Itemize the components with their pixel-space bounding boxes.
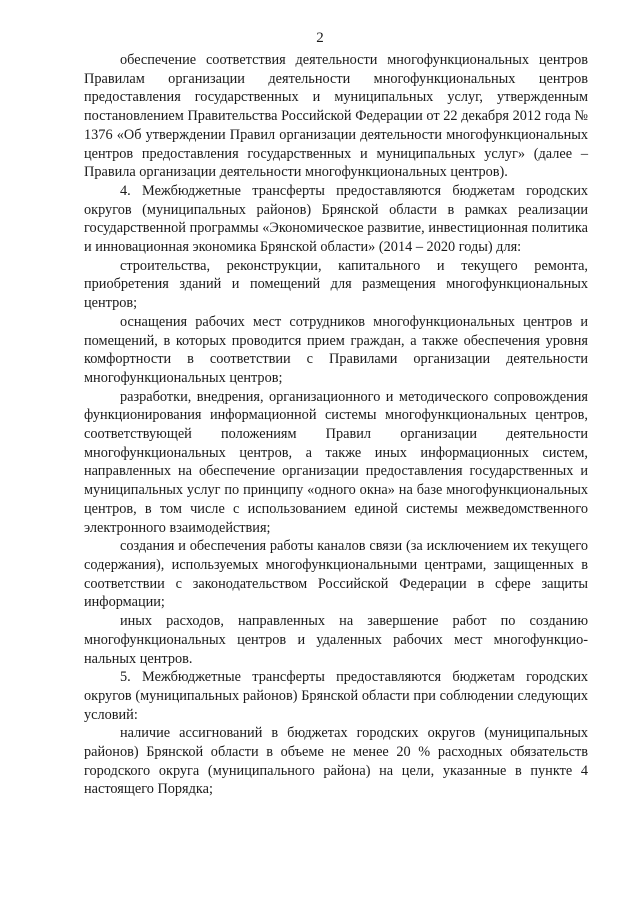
document-body	[84, 51, 588, 799]
paragraph-construction: строительства, реконструкции, капитального и текущего ремонта, приобретения зданий и помещений для размещения многофункциональных центров;	[84, 257, 588, 312]
paragraph-5-conditions: 5. Межбюджетные трансферты предоставляются бюджетам городских округов (муниципальных районов) Брянской области при соблюдении следующих условий:	[84, 669, 588, 723]
page-number: 2	[316, 30, 324, 46]
paragraph-information-system: разработки, внедрения, организационного и методического сопровождения функционирования информационной системы многофункциональных центров, соответствующей положениям Правил организации деятельности многофункциональных центров, а также иных информационных систем, направленных на обеспечение организации предоставления государственных и муниципальных услуг по принципу «одного окна» на базе многофункциональных центров, в том числе с использованием единой системы межведомственного электронного взаимодействия;	[84, 388, 588, 536]
paragraph-communication-channels: создания и обеспечения работы каналов связи (за исключением их текущего содержания), используемых многофункциональными центрами, защищенных в соответствии с законодательством Российской Федерации в сфере защиты информации;	[84, 538, 588, 611]
paragraph-other-expenses: иных расходов, направленных на завершение работ по созданию многофункциональных центров и удаленных рабочих мест многофункциональных центров.	[84, 613, 588, 667]
paragraph-appropriations: наличие ассигнований в бюджетах городских округов (муниципальных районов) Брянской области в объеме не менее 20 % расходных обязательств городского округа (муниципального района) на цели, указанные в пункте 4 настоящего Порядка;	[84, 725, 588, 798]
paragraph-mfc-compliance: обеспечение соответствия деятельности многофункциональных центров Правилам организации деятельности многофункциональных центров предоставления государственных и муниципальных услуг, утвержденным постановлением Правительства Российской Федерации от 22 декабря 2012 года № 1376 «Об утверждении Правил организации деятельности многофункциональных центров предоставления государственных и муниципальных услуг» (далее – Правила организации деятельности многофункциональных центров).	[84, 52, 588, 181]
paragraph-4-transfers: 4. Межбюджетные трансферты предоставляются бюджетам городских округов (муниципальных районов) Брянской области в рамках реализации государственной программы «Экономическое развитие, инвестиционная политика и инновационная экономика Брянской области» (2014 – 2020 годы) для:	[84, 182, 588, 256]
paragraph-workplaces: оснащения рабочих мест сотрудников многофункциональных центров и помещений, в которых проводится прием граждан, а также обеспечения уровня комфортности в соответствии с Правилами организации деятельности многофункциональных центров;	[84, 313, 588, 386]
